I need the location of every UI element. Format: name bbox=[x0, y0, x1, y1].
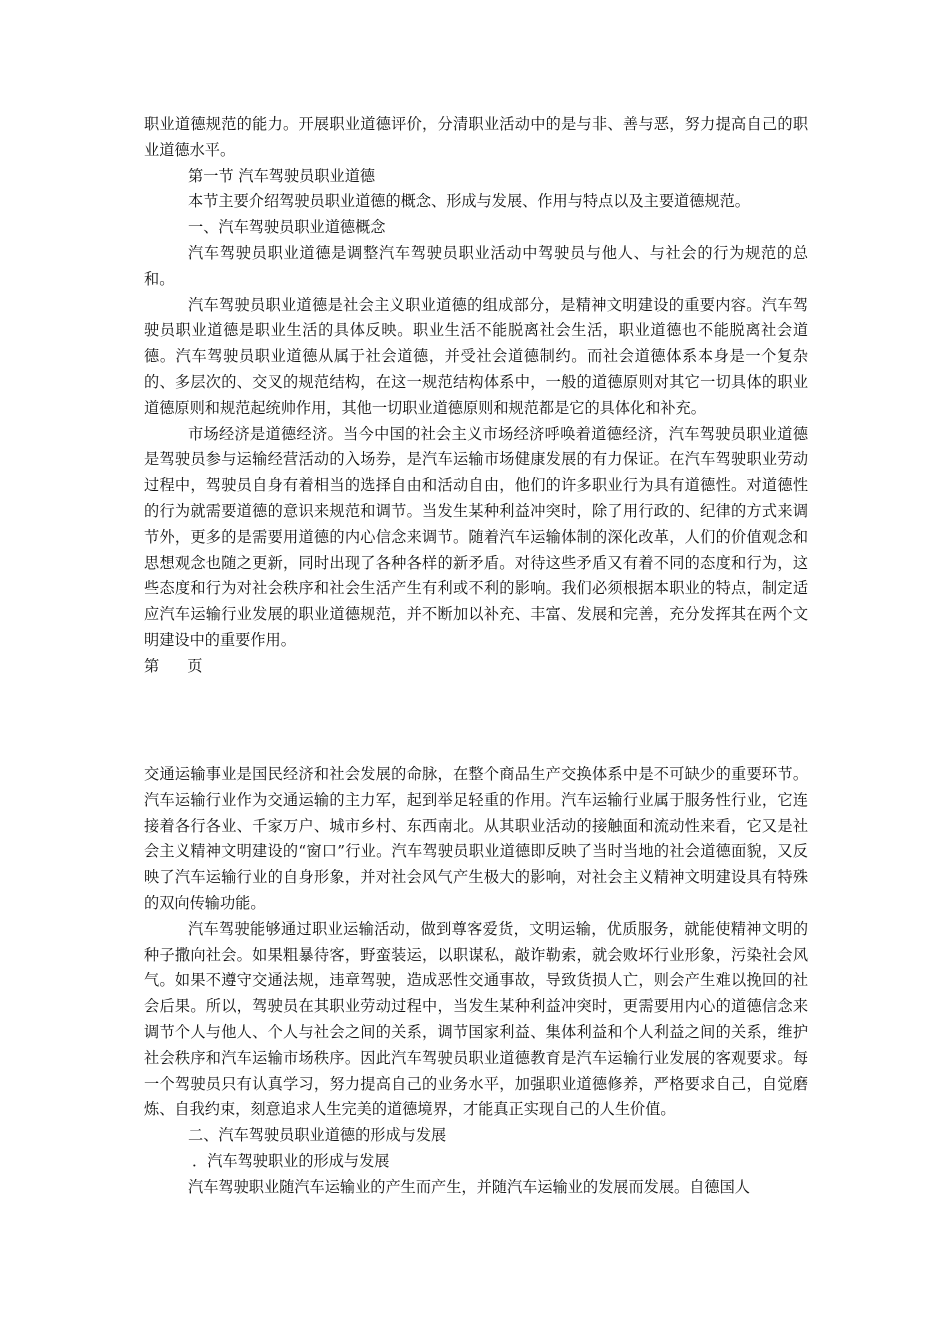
document-page-top bbox=[144, 112, 808, 680]
document-page-bottom bbox=[144, 762, 808, 1201]
section-title: 第一节 汽车驾驶员职业道德 bbox=[188, 166, 376, 185]
body-paragraph: 汽车驾驶能够通过职业运输活动，做到尊客爱货，文明运输，优质服务，就能使精神文明的种子撒向社会。如果粗暴待客，野蛮装运，以职谋私，敲诈勒索，就会败坏行业形象，污染社会风气。如果不遵守交通法规，违章驾驶，造成恶性交通事故，导致货损人亡，则会产生难以挽回的社会后果。所以，驾驶员在其职业劳动过程中，当发生某种利益冲突时，更需要用内心的道德信念来调节个人与他人、个人与社会之间的关系，调节国家利益、集体利益和个人利益之间的关系，维护社会秩序和汽车运输市场秩序。因此汽车驾驶员职业道德教育是汽车运输行业发展的客观要求。每一个驾驶员只有认真学习，努力提高自己的业务水平，加强职业道德修养，严格要求自己，自觉磨炼、自我约束，刻意追求人生完美的道德境界，才能真正实现自己的人生价值。 bbox=[144, 919, 808, 1119]
subheading-formation: ．汽车驾驶职业的形成与发展 bbox=[192, 1151, 390, 1170]
body-paragraph: 市场经济是道德经济。当今中国的社会主义市场经济呼唤着道德经济，汽车驾驶员职业道德是驾驶员参与运输经营活动的入场券，是汽车运输市场健康发展的有力保证。在汽车驾驶职业劳动过程中，驾驶员自身有着相当的选择自由和活动自由，他们的许多职业行为具有道德性。对道德性的行为就需要道德的意识来规范和调节。当发生某种利益冲突时，除了用行政的、纪律的方式来调节外，更多的是需要用道德的内心信念来调节。随着汽车运输体制的深化改革，人们的价值观念和思想观念也随之更新，同时出现了各种各样的新矛盾。对待这些矛盾又有着不同的态度和行为，这些态度和行为对社会秩序和社会生活产生有利或不利的影响。我们必须根据本职业的特点，制定适应汽车运输行业发展的职业道德规范，并不断加以补充、丰富、发展和完善，充分发挥其在两个文明建设中的重要作用。 bbox=[144, 424, 808, 649]
body-paragraph: 交通运输事业是国民经济和社会发展的命脉，在整个商品生产交换体系中是不可缺少的重要环节。汽车运输行业作为交通运输的主力军，起到举足轻重的作用。汽车运输行业属于服务性行业，它连接着各行各业、千家万户、城市乡村、东西南北。从其职业活动的接触面和流动性来看，它又是社会主义精神文明建设的“窗口”行业。汽车驾驶员职业道德即反映了当时当地的社会道德面貌，又反映了汽车运输行业的自身形象，并对社会风气产生极大的影响，对社会主义精神文明建设具有特殊的双向传输功能。 bbox=[144, 765, 808, 912]
continuation-paragraph: 职业道德规范的能力。开展职业道德评价，分清职业活动中的是与非、善与恶，努力提高自己的职业道德水平。 bbox=[144, 115, 808, 159]
heading-concept: 一、汽车驾驶员职业道德概念 bbox=[188, 218, 386, 237]
heading-formation: 二、汽车驾驶员职业道德的形成与发展 bbox=[188, 1126, 447, 1145]
footer-ye-label: 页 bbox=[187, 656, 203, 675]
page-footer bbox=[144, 654, 808, 680]
footer-di-label: 第 bbox=[144, 656, 160, 675]
section-intro-paragraph: 本节主要介绍驾驶员职业道德的概念、形成与发展、作用与特点以及主要道德规范。 bbox=[188, 192, 750, 211]
body-paragraph: 汽车驾驶员职业道德是调整汽车驾驶员职业活动中驾驶员与他人、与社会的行为规范的总和。 bbox=[144, 243, 808, 288]
body-paragraph: 汽车驾驶员职业道德是社会主义职业道德的组成部分，是精神文明建设的重要内容。汽车驾驶员职业道德是职业生活的具体反映。职业生活不能脱离社会生活，职业道德也不能脱离社会道德。汽车驾驶员职业道德从属于社会道德，并受社会道德制约。而社会道德体系本身是一个复杂的、多层次的、交叉的规范结构，在这一规范结构体系中，一般的道德原则对其它一切具体的职业道德原则和规范起统帅作用，其他一切职业道德原则和规范都是它的具体化和补充。 bbox=[144, 295, 808, 417]
body-paragraph: 汽车驾驶职业随汽车运输业的产生而产生，并随汽车运输业的发展而发展。自德国人 bbox=[188, 1177, 750, 1196]
